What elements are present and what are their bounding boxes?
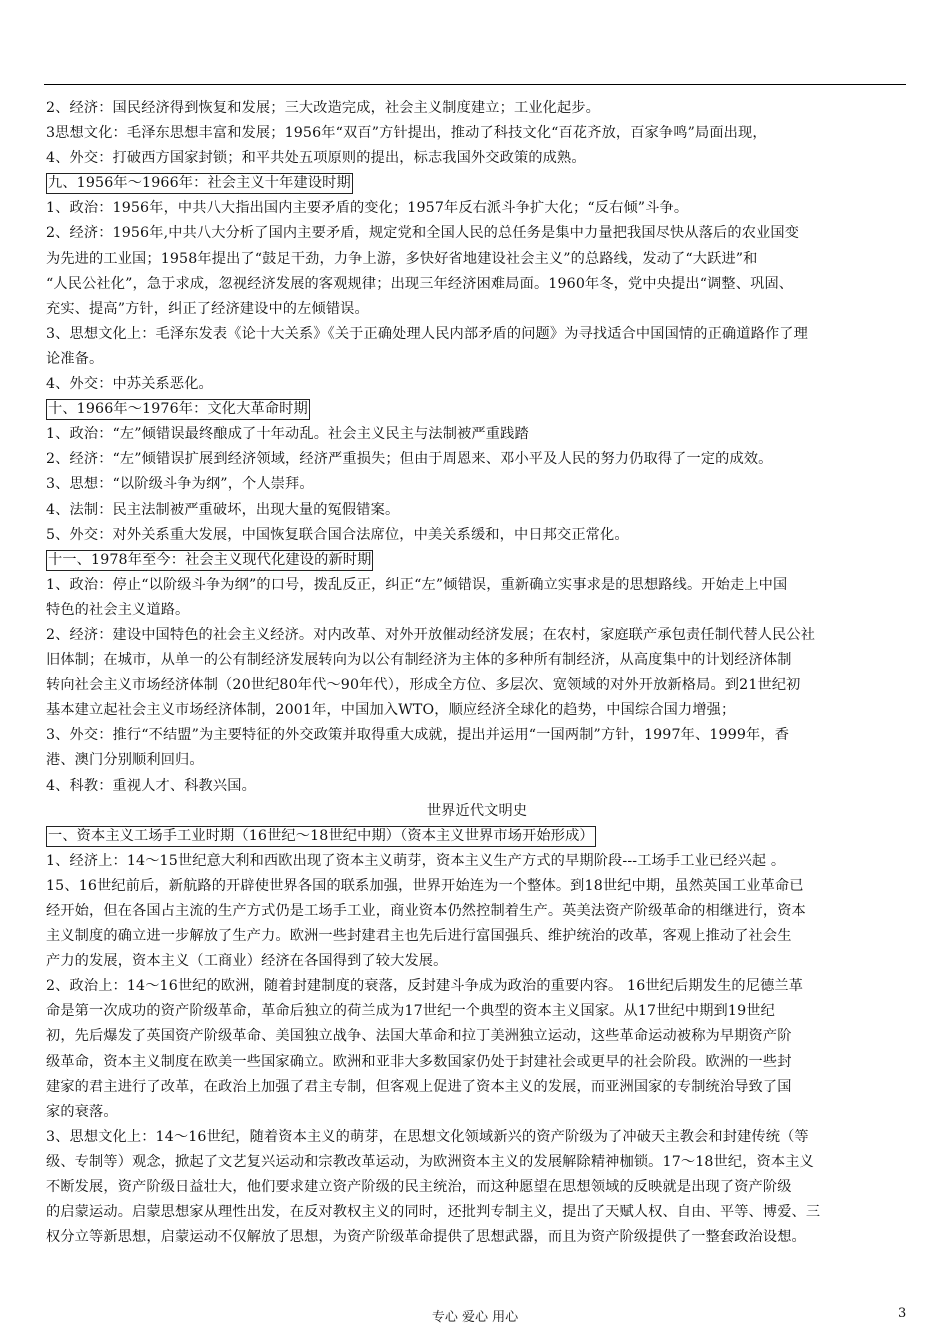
line-text: 1、经济上：14～15世纪意大利和西欧出现了资本主义萌芽，资本主义生产方式的早期阶段---工场手工业已经兴起 。 xyxy=(46,852,786,869)
line-text: “人民公社化”，急于求成，忽视经济发展的客观规律；出现三年经济困难局面。1960年冬，党中央提出“调整、巩固、 xyxy=(46,275,794,292)
line-text: 3、思想文化上：毛泽东发表《论十大关系》《关于正确处理人民内部矛盾的问题》为寻找适合中国国情的正确道路作了理 xyxy=(46,325,808,342)
line-text: 1、政治：停止“以阶级斗争为纲”的口号，拨乱反正，纠正“左”倾错误，重新确立实事求是的思想路线。开始走上中国 xyxy=(46,576,788,593)
line-text: 建家的君主进行了改革，在政治上加强了君主专制，但客观上促进了资本主义的发展，而亚洲国家的专制统治导致了国 xyxy=(46,1078,792,1095)
line-text: 4、法制：民主法制被严重破坏，出现大量的冤假错案。 xyxy=(46,501,400,518)
line-text: 产力的发展，资本主义（工商业）经济在各国得到了较大发展。 xyxy=(46,953,448,970)
text-line xyxy=(46,272,908,297)
line-text: 充实、提高”方针，纠正了经济建设中的左倾错误。 xyxy=(46,300,369,317)
section-heading xyxy=(46,548,908,573)
line-text: 3思想文化：毛泽东思想丰富和发展；1956年“双百”方针提出，推动了科技文化“百花齐放，百家争鸣”局面出现， xyxy=(46,125,767,142)
line-text: 2、政治上：14～16世纪的欧洲，随着封建制度的衰落，反封建斗争成为政治的重要内容。 16世纪后期发生的尼德兰革 xyxy=(46,978,804,995)
text-line xyxy=(46,1075,908,1100)
line-text: 2、经济：1956年,中共八大分析了国内主要矛盾，规定党和全国人民的总任务是集中力量把我国尽快从落后的农业国变 xyxy=(46,225,800,242)
line-text: 4、外交：打破西方国家封锁；和平共处五项原则的提出，标志我国外交政策的成熟。 xyxy=(46,150,586,167)
line-text: 1、政治：“左”倾错误最终酿成了十年动乱。社会主义民主与法制被严重践踏 xyxy=(46,426,529,443)
section-heading xyxy=(46,171,908,196)
text-line xyxy=(46,698,908,723)
text-line xyxy=(46,1225,908,1250)
text-line xyxy=(46,1200,908,1225)
line-text: 不断发展，资产阶级日益壮大，他们要求建立资产阶级的民主统治，而这种愿望在思想领域的反映就是出现了资产阶级 xyxy=(46,1179,792,1196)
text-line xyxy=(46,774,908,799)
text-line xyxy=(46,472,908,497)
line-text: 2、经济：“左”倾错误扩展到经济领域，经济严重损失；但由于周恩来、邓小平及人民的努力仍取得了一定的成效。 xyxy=(46,451,773,468)
text-line xyxy=(46,949,908,974)
line-text: 1、政治：1956年，中共八大指出国内主要矛盾的变化；1957年反右派斗争扩大化；“反右倾”斗争。 xyxy=(46,200,689,217)
text-line xyxy=(46,1150,908,1175)
section-title xyxy=(46,799,908,824)
text-line xyxy=(46,1024,908,1049)
text-line xyxy=(46,623,908,648)
line-text: 世界近代文明史 xyxy=(426,802,528,819)
text-line xyxy=(46,347,908,372)
text-line xyxy=(46,498,908,523)
line-text: 2、经济：建设中国特色的社会主义经济。对内改革、对外开放催动经济发展；在农村，家庭联产承包责任制代替人民公社 xyxy=(46,626,816,643)
header-rule xyxy=(44,84,906,85)
text-line xyxy=(46,999,908,1024)
line-text: 3、思想文化上：14～16世纪，随着资本主义的萌芽，在思想文化领域新兴的资产阶级为了冲破天主教会和封建传统（等 xyxy=(46,1128,809,1145)
section-heading xyxy=(46,397,908,422)
text-line xyxy=(46,573,908,598)
text-line xyxy=(46,849,908,874)
text-line xyxy=(46,221,908,246)
text-line xyxy=(46,1175,908,1200)
line-text: 家的衰落。 xyxy=(46,1103,118,1120)
line-text: 级、专制等）观念，掀起了文艺复兴运动和宗教改革运动，为欧洲资本主义的发展解除精神枷锁。17～18世纪，资本主义 xyxy=(46,1153,814,1170)
text-line xyxy=(46,422,908,447)
text-line xyxy=(46,1050,908,1075)
line-text: 九、1956年～1966年：社会主义十年建设时期 xyxy=(46,173,353,194)
text-line xyxy=(46,924,908,949)
line-text: 基本建立起社会主义市场经济体制，2001年，中国加入WTO，顺应经济全球化的趋势，中国综合国力增强； xyxy=(46,702,736,719)
text-line xyxy=(46,974,908,999)
line-text: 权分立等新思想，启蒙运动不仅解放了思想，为资产阶级革命提供了思想武器，而且为资产阶级提供了一整套政治设想。 xyxy=(46,1229,806,1246)
text-line xyxy=(46,899,908,924)
line-text: 的启蒙运动。启蒙思想家从理性出发，在反对教权主义的同时，还批判专制主义，提出了天赋人权、自由、平等、博爱、三 xyxy=(46,1204,821,1221)
line-text: 主义制度的确立进一步解放了生产力。欧洲一些封建君主也先后进行富国强兵、维护统治的改革，客观上推动了社会生 xyxy=(46,928,792,945)
text-line xyxy=(46,297,908,322)
text-line xyxy=(46,648,908,673)
text-line xyxy=(46,1100,908,1125)
text-line xyxy=(46,723,908,748)
line-text: 5、外交：对外关系重大发展，中国恢复联合国合法席位，中美关系缓和，中日邦交正常化。 xyxy=(46,526,629,543)
line-text: 15、16世纪前后，新航路的开辟使世界各国的联系加强，世界开始连为一个整体。到18世纪中期，虽然英国工业革命已 xyxy=(46,877,804,894)
document-body xyxy=(46,96,908,1250)
line-text: 一、资本主义工场手工业时期（16世纪～18世纪中期）（资本主义世界市场开始形成） xyxy=(46,826,596,847)
line-text: 初，先后爆发了英国资产阶级革命、美国独立战争、法国大革命和拉丁美洲独立运动，这些革命运动被称为早期资产阶 xyxy=(46,1028,792,1045)
text-line xyxy=(46,748,908,773)
line-text: 级革命，资本主义制度在欧美一些国家确立。欧洲和亚非大多数国家仍处于封建社会或更早的社会阶段。欧洲的一些封 xyxy=(46,1053,792,1070)
line-text: 十一、1978年至今：社会主义现代化建设的新时期 xyxy=(46,550,373,571)
text-line xyxy=(46,247,908,272)
text-line xyxy=(46,874,908,899)
line-text: 转向社会主义市场经济体制（20世纪80年代～90年代），形成全方位、多层次、宽领域的对外开放新格局。到21世纪初 xyxy=(46,677,801,694)
text-line xyxy=(46,673,908,698)
text-line xyxy=(46,146,908,171)
text-line xyxy=(46,447,908,472)
footer-text: 专心 爱心 用心 xyxy=(431,1310,519,1325)
line-text: 论准备。 xyxy=(46,350,104,367)
page-number: 3 xyxy=(898,1306,907,1321)
line-text: 特色的社会主义道路。 xyxy=(46,601,190,618)
line-text: 3、外交：推行“不结盟”为主要特征的外交政策并取得重大成就，提出并运用“一国两制”方针，1997年、1999年，香 xyxy=(46,727,790,744)
section-heading xyxy=(46,824,908,849)
line-text: 港、澳门分别顺利回归。 xyxy=(46,752,204,769)
line-text: 为先进的工业国；1958年提出了“鼓足干劲，力争上游，多快好省地建设社会主义”的总路线，发动了“大跃进”和 xyxy=(46,250,758,267)
text-line xyxy=(46,523,908,548)
line-text: 3、思想：“以阶级斗争为纲”，个人崇拜。 xyxy=(46,476,314,493)
line-text: 4、科教：重视人才、科教兴国。 xyxy=(46,777,256,794)
line-text: 经开始，但在各国占主流的生产方式仍是工场手工业，商业资本仍然控制着生产。英美法资产阶级革命的相继进行，资本 xyxy=(46,903,806,919)
text-line xyxy=(46,96,908,121)
text-line xyxy=(46,372,908,397)
line-text: 旧体制；在城市，从单一的公有制经济发展转向为以公有制经济为主体的多种所有制经济，从高度集中的计划经济体制 xyxy=(46,652,792,669)
text-line xyxy=(46,598,908,623)
line-text: 2、经济：国民经济得到恢复和发展；三大改造完成，社会主义制度建立；工业化起步。 xyxy=(46,100,601,116)
line-text: 4、外交：中苏关系恶化。 xyxy=(46,376,213,393)
line-text: 十、1966年～1976年：文化大革命时期 xyxy=(46,399,310,420)
text-line xyxy=(46,196,908,221)
text-line xyxy=(46,322,908,347)
text-line xyxy=(46,1125,908,1150)
text-line xyxy=(46,121,908,146)
line-text: 命是第一次成功的资产阶级革命，革命后独立的荷兰成为17世纪一个典型的资本主义国家。从17世纪中期到19世纪 xyxy=(46,1003,775,1020)
